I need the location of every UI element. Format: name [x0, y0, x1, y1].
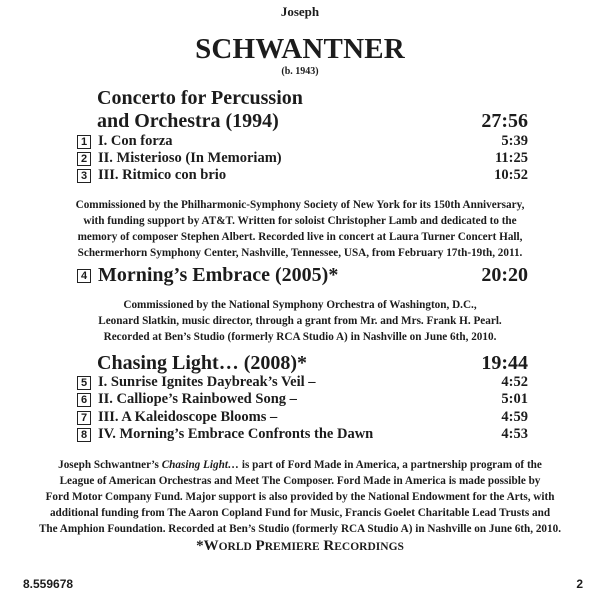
- track-number-box: 2: [77, 152, 91, 166]
- premiere-text: R: [323, 538, 335, 554]
- work-duration: 27:56: [481, 110, 528, 132]
- track-number-box: 1: [77, 135, 91, 149]
- track-row: [77, 167, 528, 184]
- notes-text: Joseph Schwantner’s: [58, 459, 162, 471]
- track-title: I. Sunrise Ignites Daybreak’s Veil –: [98, 374, 316, 390]
- catalog-number: 8.559678: [23, 577, 74, 591]
- track-number-box: 5: [77, 376, 91, 390]
- work-notes: [0, 197, 600, 261]
- track-row: [77, 374, 528, 391]
- work-duration: 20:20: [481, 264, 528, 286]
- track-title: III. A Kaleidoscope Blooms –: [98, 409, 278, 425]
- work-title: Chasing Light… (2008)*: [97, 352, 308, 374]
- notes-line: Commissioned by the Philharmonic-Symphony Society of New York for its 150th Anniversary,: [75, 199, 525, 211]
- track-title: I. Con forza: [98, 133, 173, 149]
- work-title-line2: and Orchestra (1994): [97, 110, 279, 132]
- track-duration: 4:59: [501, 409, 528, 425]
- track-row: [77, 150, 528, 167]
- track-row: [77, 409, 528, 426]
- sponsor-notes: [0, 457, 600, 537]
- track-number-box: 3: [77, 169, 91, 183]
- premiere-text: P: [255, 538, 265, 554]
- world-premiere-note: [0, 538, 600, 555]
- track-number-box: 4: [77, 269, 91, 283]
- asterisk: *: [196, 538, 204, 554]
- premiere-text: REMIERE: [264, 541, 320, 553]
- notes-line: Ford Motor Company Fund. Major support is also provided by the National Endowment for the Arts, with: [45, 491, 555, 503]
- track-number-box: 7: [77, 411, 91, 425]
- premiere-text: ORLD: [218, 541, 252, 553]
- track-number-box: 6: [77, 393, 91, 407]
- track-number-box: 8: [77, 428, 91, 442]
- premiere-text: W: [203, 538, 219, 554]
- notes-text: is part of Ford Made in America, a partnership program of the: [239, 459, 542, 471]
- composer-last-name: SCHWANTNER: [195, 33, 405, 65]
- notes-line: additional funding from The Aaron Copland Fund for Music, Francis Goelet Charitable Lead Trusts and: [49, 507, 551, 519]
- track-duration: 4:53: [501, 426, 528, 442]
- track-duration: 5:39: [501, 133, 528, 149]
- notes-line: with funding support by AT&T. Written for soloist Christopher Lamb and dedicated to the: [83, 215, 517, 227]
- notes-line: Schermerhorn Symphony Center, Nashville, Tennessee, USA, from February 17th-19th, 2011.: [77, 247, 523, 259]
- track-duration: 11:25: [494, 150, 528, 166]
- track-duration: 4:52: [501, 374, 528, 390]
- track-row: [77, 391, 528, 408]
- notes-line: The Amphion Foundation. Recorded at Ben’s Studio (formerly RCA Studio A) in Nashville on June 6th, 2010.: [38, 523, 562, 535]
- notes-line: Recorded at Ben’s Studio (formerly RCA Studio A) in Nashville on June 6th, 2010.: [103, 331, 497, 343]
- track-row: [77, 264, 528, 287]
- notes-line: [0, 457, 600, 473]
- track-row: [77, 133, 528, 150]
- page-number: 2: [576, 577, 583, 591]
- notes-italic-title: Chasing Light…: [161, 459, 240, 471]
- track-title: II. Calliope’s Rainbowed Song –: [98, 391, 297, 407]
- notes-line: memory of composer Stephen Albert. Recorded live in concert at Laura Turner Concert Hall,: [77, 231, 523, 243]
- work-title-line1: Concerto for Percussion: [97, 87, 303, 109]
- work-title: Morning’s Embrace (2005)*: [98, 264, 339, 286]
- track-duration: 10:52: [494, 167, 528, 183]
- premiere-text: ECORDINGS: [334, 541, 404, 553]
- track-duration: 5:01: [501, 391, 528, 407]
- track-title: IV. Morning’s Embrace Confronts the Dawn: [98, 426, 374, 442]
- track-row: [77, 426, 528, 443]
- work-duration: 19:44: [481, 352, 528, 374]
- notes-line: Leonard Slatkin, music director, through a grant from Mr. and Mrs. Frank H. Pearl.: [98, 315, 502, 327]
- composer-first-name: Joseph: [280, 4, 320, 19]
- work-notes: [0, 297, 600, 345]
- track-title: III. Ritmico con brio: [98, 167, 227, 183]
- notes-line: League of American Orchestras and Meet The Composer. Ford Made in America is made possible by: [59, 475, 541, 487]
- track-title: II. Misterioso (In Memoriam): [98, 150, 282, 166]
- notes-line: Commissioned by the National Symphony Orchestra of Washington, D.C.,: [123, 299, 477, 311]
- composer-dates: (b. 1943): [281, 66, 319, 77]
